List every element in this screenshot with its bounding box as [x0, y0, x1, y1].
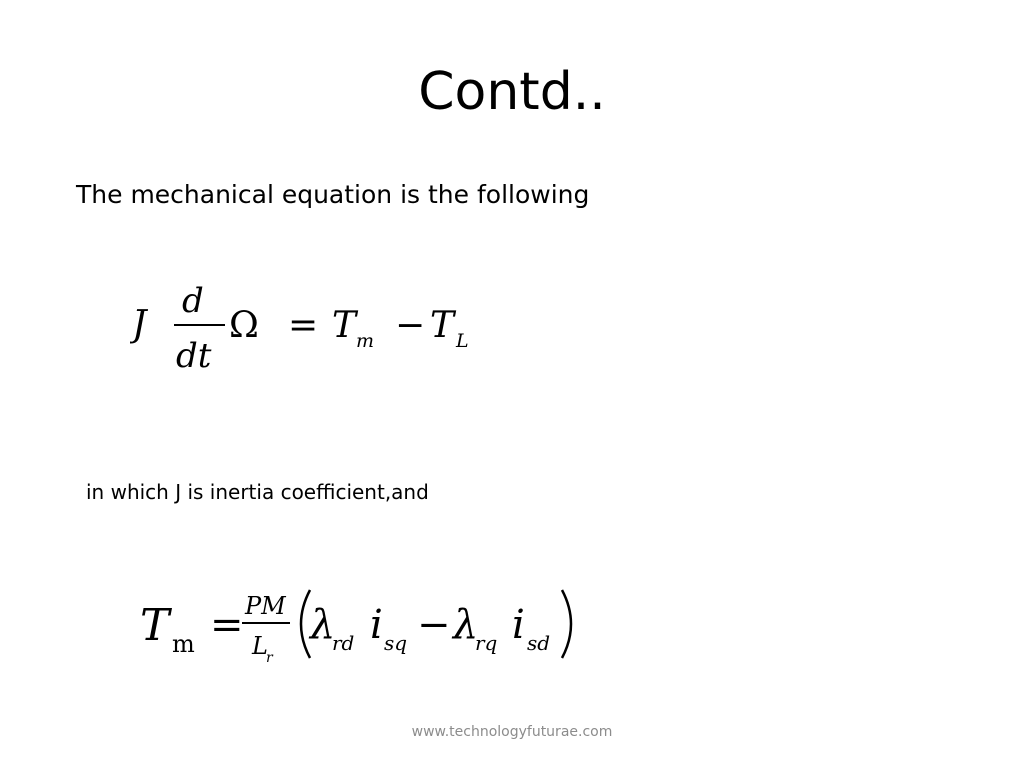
- mechanical-equation: [130, 280, 500, 384]
- eq2-PM: PM: [245, 592, 286, 620]
- eq2-L: L: [252, 632, 268, 660]
- eq2-subscript-m: m: [172, 630, 195, 658]
- eq1-J: J: [132, 304, 147, 345]
- intro-text: The mechanical equation is the following: [76, 180, 590, 209]
- footer-url: www.technologyfuturae.com: [411, 724, 613, 740]
- eq1-T2: T: [430, 305, 455, 346]
- eq2-subscript-rq: rq: [475, 631, 498, 655]
- eq2-i1: i: [370, 602, 383, 648]
- eq2-T: T: [140, 600, 170, 651]
- eq1-equals: =: [288, 305, 319, 346]
- eq2-lambda1: λ: [310, 602, 336, 648]
- eq2-subscript-rd: rd: [332, 631, 355, 655]
- torque-equation: [138, 580, 588, 684]
- eq2-i2: i: [512, 602, 525, 648]
- eq2-subscript-r: r: [266, 650, 273, 666]
- eq1-dt: dt: [176, 336, 212, 376]
- eq2-subscript-sd: sd: [527, 631, 551, 655]
- eq1-subscript-m: m: [356, 330, 375, 352]
- eq1-d: d: [182, 281, 204, 321]
- eq1-omega: Ω: [229, 305, 259, 346]
- eq2-equals: =: [210, 602, 244, 648]
- eq1-subscript-L: L: [456, 330, 469, 352]
- eq1-T: T: [332, 305, 357, 346]
- slide-title: Contd..: [418, 62, 606, 122]
- eq2-left-paren: [301, 590, 310, 658]
- eq2-subscript-sq: sq: [384, 631, 408, 655]
- eq2-minus: −: [417, 602, 451, 648]
- note-text: in which J is inertia coefficient,and: [86, 480, 429, 504]
- eq1-minus: −: [395, 305, 426, 346]
- eq2-lambda2: λ: [453, 602, 479, 648]
- eq2-right-paren: [562, 590, 571, 658]
